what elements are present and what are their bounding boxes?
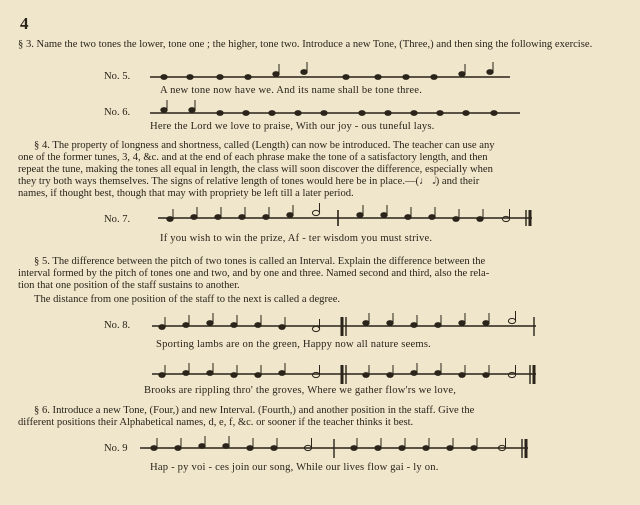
lyrics-line: Hap - py voi - ces join our song, While our lives flow gai - ly on. <box>150 462 439 473</box>
lyrics-line: If you wish to win the prize, Af - ter wisdom you must strive. <box>160 233 433 244</box>
section-6-line: different positions their Alphabetical names, d, e, f, &c. or sooner if the teacher thinks it best. <box>18 417 414 428</box>
music-staff <box>152 362 538 386</box>
music-staff <box>158 206 538 230</box>
section-4-line: one of the former tunes, 3, 4, &c. and at the end of each phrase make the tone of a satisfactory length, and then <box>18 152 488 163</box>
lyrics-line: Here the Lord we love to praise, With our joy - ous tuneful lays. <box>150 121 435 132</box>
section-4-line: names, if thought best, though that may with propriety be left till a later period. <box>18 188 354 199</box>
section-5-line: § 5. The difference between the pitch of two tones is called an Interval. Explain the difference between the <box>34 256 486 267</box>
section-4-line: they try both ways themselves. The signs of relative length of tones would here be in place.—(♩ 𝅗𝅥) and their <box>18 176 480 187</box>
music-staff <box>152 312 538 336</box>
section-5-line: The distance from one position of the staff to the next is called a degree. <box>34 294 341 305</box>
lyrics-line: A new tone now have we. And its name shall be tone three. <box>160 85 423 96</box>
exercise-label: No. 9 <box>104 443 128 454</box>
section-5-line: tion that one position of the staff sustains to another. <box>18 280 240 291</box>
lyrics-line: Sporting lambs are on the green, Happy now all nature seems. <box>156 339 432 350</box>
section-3-text: § 3. Name the two tones the lower, tone one ; the higher, tone two. Introduce a new Tone, (Three,) and then sing the following exercise. <box>18 39 593 50</box>
section-4-line: § 4. The property of longness and shortness, called (Length) can now be introduced. The teacher can use any <box>34 140 495 151</box>
exercise-label: No. 7. <box>104 214 131 225</box>
exercise-label: No. 6. <box>104 107 131 118</box>
music-staff <box>140 436 530 460</box>
exercise-label: No. 8. <box>104 320 131 331</box>
exercise-label: No. 5. <box>104 71 131 82</box>
section-5-line: interval formed by the pitch of tones one and two, and by one and three. Named second and third, also the rela- <box>18 268 490 279</box>
page-number: 4 <box>20 14 29 33</box>
lyrics-line: Brooks are rippling thro' the groves, Where we gather flow'rs we love, <box>144 385 457 396</box>
section-4-line: repeat the tune, making the tones all equal in length, the class will soon discover the difference, especially when <box>18 164 493 175</box>
section-6-line: § 6. Introduce a new Tone, (Four,) and new Interval. (Fourth,) and another position in the staff. Give the <box>34 405 475 416</box>
